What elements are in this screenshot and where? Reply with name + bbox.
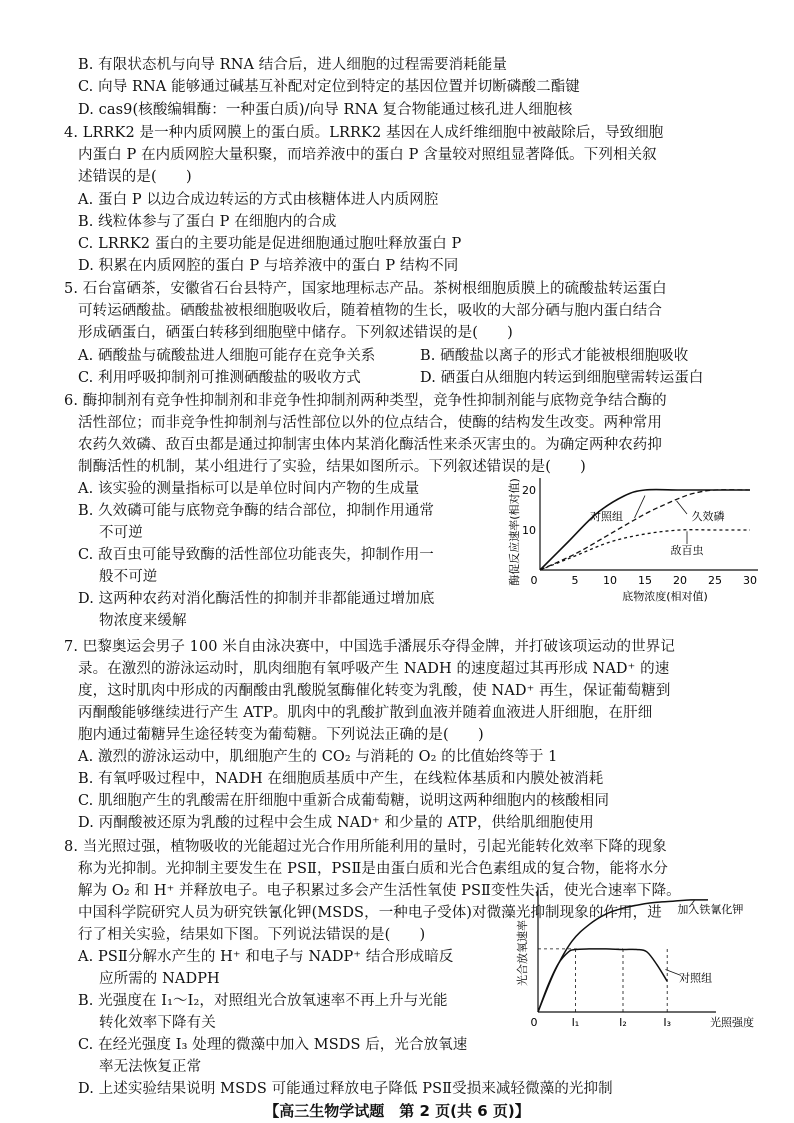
q8-stem-line-4: 中国科学院研究人员为研究铁氰化钾(MSDS，一种电子受体)对微藻光抑制现象的作用，进: [78, 905, 662, 921]
y-tick-label: 10: [522, 524, 536, 537]
q8-option-b-line-1: B. 光强度在 I₁～I₂，对照组光合放氧速率不再上升与光能: [78, 993, 448, 1009]
series-line: [540, 530, 750, 570]
y-tick-label: 20: [522, 484, 536, 497]
q5-option-b: B. 硒酸盐以离子的形式才能被根细胞吸收: [420, 348, 689, 364]
q6-option-a: A. 该实验的测量指标可以是单位时间内产物的生成量: [78, 481, 420, 497]
q7-stem-line-2: 录。在激烈的游泳运动时，肌肉细胞有氧呼吸产生 NADH 的速度超过其再形成 NAD⁺ 的速: [78, 661, 670, 677]
legend-label-jiuxiaolin: 久效磷: [691, 510, 725, 523]
x-tick-label: I₂: [619, 1016, 627, 1029]
y-axis-label: 光合放氧速率: [516, 920, 529, 986]
q7-option-a: A. 激烈的游泳运动中，肌细胞产生的 CO₂ 与消耗的 O₂ 的比值始终等于 1: [78, 749, 558, 765]
q8-option-c-line-1: C. 在经光强度 I₃ 处理的微藻中加入 MSDS 后，光合放氧速: [78, 1037, 468, 1053]
q4-option-d: D. 积累在内质网腔的蛋白 P 与培养液中的蛋白 P 结构不同: [78, 258, 459, 274]
series-line: [538, 949, 667, 1012]
q8-option-d: D. 上述实验结果说明 MSDS 可能通过释放电子降低 PSⅡ受损来减轻微藻的光抑制: [78, 1081, 613, 1097]
q5-option-a: A. 硒酸盐与硫酸盐进人细胞可能存在竞争关系: [78, 348, 376, 364]
x-tick-label: I₁: [571, 1016, 580, 1029]
q8-option-a-line-2: 应所需的 NADPH: [99, 971, 220, 987]
q6-stem-line-1: 6. 酶抑制剂有竞争性抑制剂和非竞争性抑制剂两种类型，竞争性抑制剂能与底物竞争结合酶的: [64, 393, 667, 409]
q7-option-d: D. 丙酮酸被还原为乳酸的过程中会生成 NAD⁺ 和少量的 ATP，供给肌细胞使用: [78, 815, 594, 831]
x-tick-label: 30: [743, 574, 757, 587]
q5-stem-line-1: 5. 石台富硒茶，安徽省石台县特产，国家地理标志产品。茶树根细胞质膜上的硫酸盐转运蛋白: [64, 281, 667, 297]
legend-label-ferricyanide: 加入铁氰化钾: [677, 902, 744, 916]
x-tick-label: I₃: [663, 1016, 672, 1029]
q7-stem-line-5: 胞内通过葡糖异生途径转变为葡萄糖。下列说法正确的是( ): [78, 727, 484, 743]
q4-stem-line-2: 内蛋白 P 在内质网腔大量积聚，而培养液中的蛋白 P 含量较对照组显著降低。下列相关叙: [78, 147, 657, 163]
x-axis-label: 底物浓度(相对值): [622, 590, 708, 603]
leader-line: [635, 496, 646, 518]
q6-option-d-line-1: D. 这两种农药对消化酶活性的抑制并非都能通过增加底: [78, 591, 435, 607]
origin-label: 0: [530, 574, 538, 587]
enzyme-rate-chart: [490, 470, 770, 610]
series-line: [540, 490, 750, 570]
x-tick-label: 0: [530, 1016, 538, 1029]
x-tick-label: 10: [603, 574, 617, 587]
q8-option-a-line-1: A. PSⅡ分解水产生的 H⁺ 和电子与 NADP⁺ 结合形成暗反: [78, 949, 454, 965]
x-tick-label: 15: [638, 574, 652, 587]
q3-option-c: C. 向导 RNA 能够通过碱基互补配对定位到特定的基因位置并切断磷酸二酯键: [78, 79, 580, 95]
q5-option-d: D. 硒蛋白从细胞内转运到细胞壁需转运蛋白: [420, 370, 704, 386]
q6-option-b-line-1: B. 久效磷可能与底物竞争酶的结合部位，抑制作用通常: [78, 503, 434, 519]
y-axis-label: 酶促反应速率(相对值): [508, 478, 521, 586]
x-tick-label: 25: [708, 574, 722, 587]
legend-label-dibaichong: 敌百虫: [670, 544, 704, 557]
q6-option-c-line-2: 般不可逆: [99, 569, 158, 585]
q6-stem-line-4: 制酶活性的机制，某小组进行了实验，结果如图所示。下列叙述错误的是( ): [78, 459, 586, 475]
q4-stem-line-1: 4. LRRK2 是一种内质网膜上的蛋白质。LRRK2 基因在人成纤维细胞中被敲除后，导致细胞: [64, 125, 664, 141]
series-line: [540, 490, 750, 570]
legend-label-control: 对照组: [590, 510, 623, 523]
q8-option-b-line-2: 转化效率下降有关: [99, 1015, 216, 1031]
q6-option-d-line-2: 物浓度来缓解: [99, 613, 187, 629]
q8-option-c-line-2: 率无法恢复正常: [99, 1059, 202, 1075]
x-axis-label: 光照强度: [710, 1016, 754, 1029]
q8-stem-line-1: 8. 当光照过强，植物吸收的光能超过光合作用所能利用的量时，引起光能转化效率下降的现象: [64, 839, 667, 855]
q7-stem-line-1: 7. 巴黎奥运会男子 100 米自由泳决赛中，中国选手潘展乐夺得金牌，并打破该项运动的世界记: [64, 639, 675, 655]
q8-stem-line-3: 解为 O₂ 和 H⁺ 并释放电子。电子积累过多会产生活性氧使 PSⅡ变性失活，使光合速率下降。: [78, 883, 681, 899]
oxygen-rate-chart: [510, 880, 770, 1040]
q6-option-b-line-2: 不可逆: [99, 525, 143, 541]
q5-option-c: C. 利用呼吸抑制剂可推测硒酸盐的吸收方式: [78, 370, 361, 386]
q4-stem-line-3: 述错误的是( ): [78, 169, 192, 185]
leader-line: [677, 501, 688, 514]
x-tick-label: 20: [673, 574, 687, 587]
q6-stem-line-2: 活性部位；而非竞争性抑制剂与活性部位以外的位点结合，使酶的结构发生改变。两种常用: [78, 415, 662, 431]
q6-option-c-line-1: C. 敌百虫可能导致酶的活性部位功能丧失，抑制作用一: [78, 547, 434, 563]
q3-option-b: B. 有限状态机与向导 RNA 结合后，进人细胞的过程需要消耗能量: [78, 57, 507, 73]
q7-option-c: C. 肌细胞产生的乳酸需在肝细胞中重新合成葡萄糖，说明这两种细胞内的核酸相同: [78, 793, 610, 809]
q3-option-d: D. cas9(核酸编辑酶：一种蛋白质)/向导 RNA 复合物能通过核孔进人细胞核: [78, 102, 573, 118]
q4-option-a: A. 蛋白 P 以边合成边转运的方式由核糖体进人内质网腔: [78, 192, 439, 208]
legend-label-control: 对照组: [679, 971, 713, 985]
q7-stem-line-3: 度，这时肌肉中形成的丙酮酸由乳酸脱氢酶催化转变为乳酸，使 NAD⁺ 再生，保证葡萄糖到: [78, 683, 671, 699]
q8-stem-line-2: 称为光抑制。光抑制主要发生在 PSⅡ，PSⅡ是由蛋白质和光合色素组成的复合物，能将水分: [78, 861, 668, 877]
q5-stem-line-2: 可转运硒酸盐。硒酸盐被根细胞吸收后，随着植物的生长，吸收的大部分硒与胞内蛋白结合: [78, 303, 662, 319]
q4-option-b: B. 线粒体参与了蛋白 P 在细胞内的合成: [78, 214, 337, 230]
q5-stem-line-3: 形成硒蛋白，硒蛋白转移到细胞壁中储存。下列叙述错误的是( ): [78, 325, 513, 341]
q6-stem-line-3: 农药久效磷、敌百虫都是通过抑制害虫体内某消化酶活性来杀灭害虫的。为确定两种农药抑: [78, 437, 662, 453]
q7-stem-line-4: 丙酮酸能够继续进行产生 ATP。肌肉中的乳酸扩散到血液并随着血液进人肝细胞，在肝细: [78, 705, 653, 721]
page-footer: 【高三生物学试题 第 2 页(共 6 页)】: [264, 1102, 530, 1120]
x-tick-label: 5: [571, 574, 579, 587]
q7-option-b: B. 有氧呼吸过程中，NADH 在细胞质基质中产生，在线粒体基质和内膜处被消耗: [78, 771, 604, 787]
q8-stem-line-5: 行了相关实验，结果如下图。下列说法错误的是( ): [78, 927, 426, 943]
q4-option-c: C. LRRK2 蛋白的主要功能是促进细胞通过胞吐释放蛋白 P: [78, 236, 462, 252]
